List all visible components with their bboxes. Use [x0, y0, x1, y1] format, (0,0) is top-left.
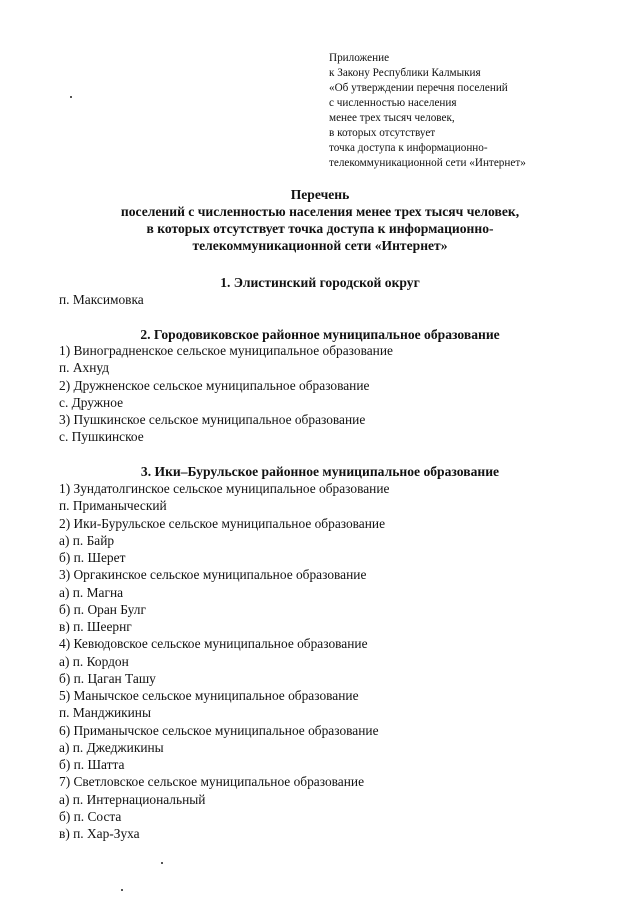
list-item: 7) Светловское сельское муниципальное образование	[59, 774, 365, 790]
appendix-line: Приложение	[329, 52, 390, 64]
scan-speck	[121, 889, 123, 891]
title-line: поселений с численностью населения менее трех тысяч человек,	[120, 204, 520, 219]
list-item: с. Пушкинское	[59, 429, 144, 445]
list-item: п. Ахнуд	[59, 360, 110, 376]
appendix-line: «Об утверждении перечня поселений	[329, 82, 508, 94]
list-item: в) п. Хар-Зуха	[59, 826, 140, 841]
list-item: 3) Пушкинское сельское муниципальное образование	[59, 412, 366, 427]
section-heading: 1. Элистинский городской округ	[220, 275, 420, 290]
section-list	[59, 480, 389, 842]
list-item: б) п. Шатта	[59, 757, 125, 772]
list-item: а) п. Кордон	[59, 653, 129, 669]
list-item: а) п. Интернациональный	[59, 791, 206, 807]
list-item: п. Приманыческий	[59, 498, 167, 514]
scan-speck	[70, 96, 72, 98]
appendix-line: к Закону Республики Калмыкия	[329, 67, 481, 79]
list-item: б) п. Соста	[59, 808, 122, 824]
section-list	[59, 291, 144, 308]
list-item: 1) Виноградненское сельское муниципальное образование	[59, 343, 393, 358]
list-item: п. Манджикины	[59, 705, 151, 721]
section-heading: 2. Городовиковское районное муниципальное образование	[140, 327, 500, 342]
appendix-line: менее трех тысяч человек,	[329, 112, 455, 124]
title-line: телекоммуникационной сети «Интернет»	[192, 238, 448, 253]
scan-speck	[161, 862, 163, 864]
appendix-note	[329, 51, 619, 171]
list-item: 1) Зундатолгинское сельское муниципальное образование	[59, 481, 390, 496]
section-list	[59, 342, 393, 446]
list-item: а) п. Магна	[59, 584, 124, 600]
title-line: в которых отсутствует точка доступа к информационно-	[146, 221, 494, 236]
list-item: с. Дружное	[59, 394, 124, 410]
appendix-line: телекоммуникационной сети «Интернет»	[329, 157, 526, 169]
list-item: 2) Дружненское сельское муниципальное образование	[59, 377, 370, 393]
title-line: Перечень	[290, 187, 350, 202]
list-item: б) п. Шерет	[59, 550, 126, 565]
appendix-line: в которых отсутствует	[329, 127, 436, 139]
list-item: б) п. Цаган Ташу	[59, 670, 156, 686]
list-item: в) п. Шеернг	[59, 619, 132, 634]
appendix-line: точка доступа к информационно-	[329, 142, 488, 154]
list-item: 5) Манычское сельское муниципальное образование	[59, 688, 359, 703]
list-item: б) п. Оран Булг	[59, 601, 146, 617]
list-item: 3) Оргакинское сельское муниципальное образование	[59, 567, 367, 583]
section-heading: 3. Ики–Бурульское районное муниципальное образование	[140, 464, 500, 479]
list-item: 2) Ики-Бурульское сельское муниципальное образование	[59, 515, 386, 531]
appendix-line: с численностью населения	[329, 97, 457, 109]
list-item: п. Максимовка	[59, 292, 144, 307]
document-title	[30, 186, 610, 254]
list-item: а) п. Байр	[59, 532, 115, 548]
list-item: а) п. Джеджикины	[59, 739, 164, 755]
list-item: 4) Кевюдовское сельское муниципальное образование	[59, 636, 368, 652]
list-item: 6) Приманычское сельское муниципальное образование	[59, 722, 379, 738]
